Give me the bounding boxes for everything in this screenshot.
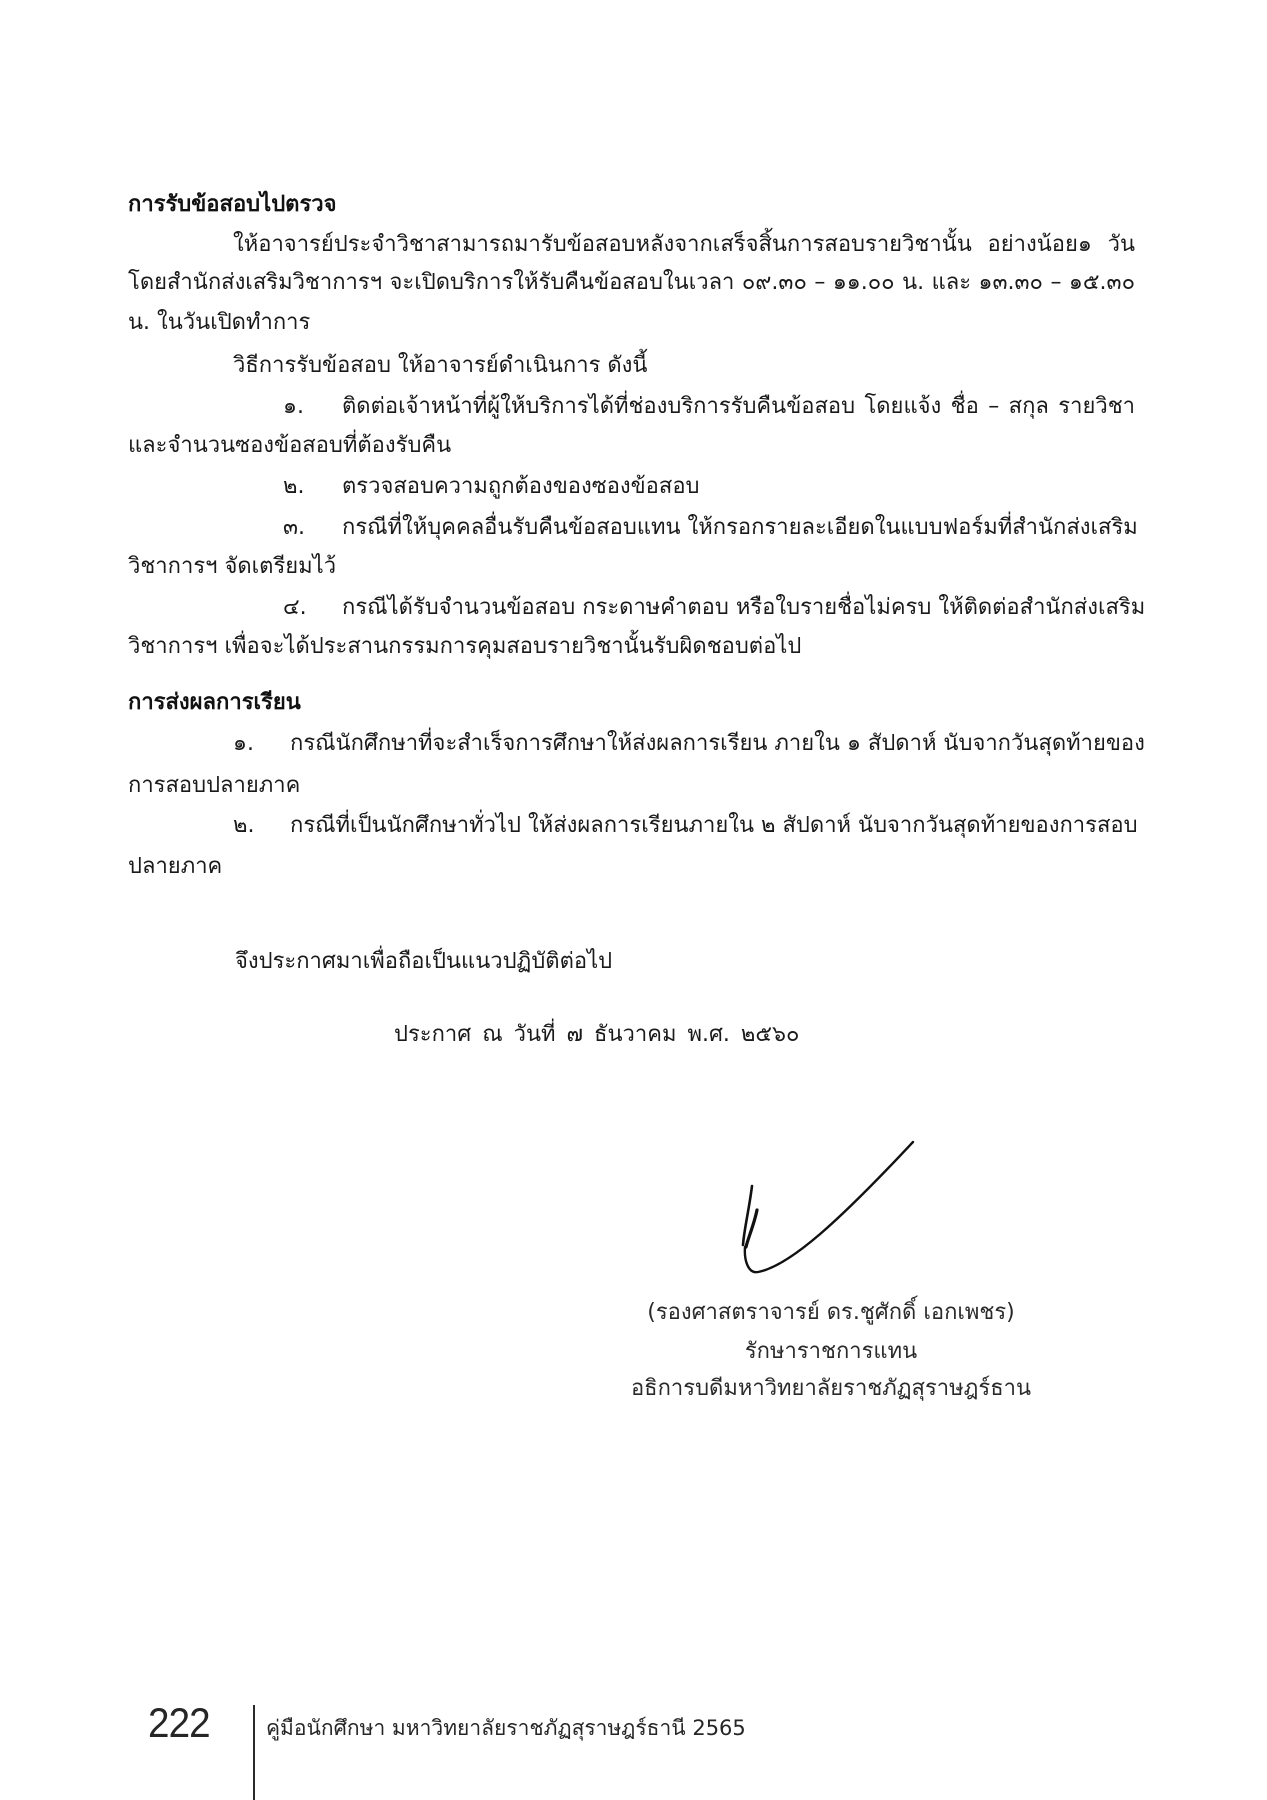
closing-statement: จึงประกาศมาเพื่อถือเป็นแนวปฏิบัติต่อไป: [235, 949, 613, 974]
section-heading-exam-collection: การรับข้อสอบไปตรวจ: [128, 192, 337, 217]
signatory-position: อธิการบดีมหาวิทยาลัยราชภัฏสุราษฎร์ธาน: [630, 1376, 1032, 1401]
footer-title: คู่มือนักศึกษา มหาวิทยาลัยราชภัฏสุราษฎร์ธานี 2565: [266, 1716, 746, 1740]
list-item-number: ๓.: [283, 515, 306, 540]
list-item-text: กรณีที่เป็นนักศึกษาทั่วไป ให้ส่งผลการเรียนภายใน ๒ สัปดาห์ นับจากวันสุดท้ายของการสอบ: [290, 813, 1138, 838]
list-item-text-continued: การสอบปลายภาค: [128, 773, 301, 798]
method-intro: วิธีการรับข้อสอบ ให้อาจารย์ดำเนินการ ดังนี้: [233, 353, 648, 378]
announcement-date: ประกาศ ณ วันที่ ๗ ธันวาคม พ.ศ. ๒๕๖๐: [394, 1022, 800, 1047]
list-item-text-continued: วิชาการฯ จัดเตรียมไว้: [128, 554, 337, 579]
list-item-text-continued: ปลายภาค: [128, 854, 223, 879]
list-item-text: กรณีที่ให้บุคคลอื่นรับคืนข้อสอบแทน ให้กรอกรายละเอียดในแบบฟอร์มที่สำนักส่งเสริม: [342, 515, 1138, 540]
list-item-number: ๒.: [233, 813, 255, 838]
page-number: 222: [148, 1699, 210, 1746]
list-item-text: กรณีได้รับจำนวนข้อสอบ กระดาษคำตอบ หรือใบรายชื่อไม่ครบ ให้ติดต่อสำนักส่งเสริม: [342, 595, 1146, 620]
section-heading-grade-submission: การส่งผลการเรียน: [128, 690, 301, 715]
list-item-text-continued: และจำนวนซองข้อสอบที่ต้องรับคืน: [128, 433, 452, 458]
paragraph-line: โดยสำนักส่งเสริมวิชาการฯ จะเปิดบริการให้รับคืนข้อสอบในเวลา ๐๙.๓๐ – ๑๑.๐๐ น. และ ๑๓.๓๐ – ๑๕.๓๐: [128, 270, 1135, 295]
list-item-number: ๔.: [283, 595, 307, 620]
list-item-number: ๑.: [283, 394, 304, 419]
list-item-text-continued: วิชาการฯ เพื่อจะได้ประสานกรรมการคุมสอบรายวิชานั้นรับผิดชอบต่อไป: [128, 634, 802, 659]
list-item-text: กรณีนักศึกษาที่จะสำเร็จการศึกษาให้ส่งผลการเรียน ภายใน ๑ สัปดาห์ นับจากวันสุดท้ายของ: [290, 731, 1145, 756]
list-item-number: ๒.: [283, 474, 305, 499]
signatory-acting-title: รักษาราชการแทน: [744, 1339, 918, 1364]
paragraph-line: น. ในวันเปิดทำการ: [128, 310, 311, 335]
signature-image: [720, 1130, 940, 1290]
list-item-text: ติดต่อเจ้าหน้าที่ผู้ให้บริการได้ที่ช่องบริการรับคืนข้อสอบ โดยแจ้ง ชื่อ – สกุล รายวิชา: [342, 394, 1135, 419]
paragraph-line: ให้อาจารย์ประจำวิชาสามารถมารับข้อสอบหลังจากเสร็จสิ้นการสอบรายวิชานั้น อย่างน้อย๑ วัน: [233, 232, 1135, 257]
footer-divider: [253, 1705, 255, 1800]
list-item-text: ตรวจสอบความถูกต้องของซองข้อสอบ: [342, 474, 700, 499]
signatory-name: (รองศาสตราจารย์ ดร.ชูศักดิ์ เอกเพชร): [647, 1300, 1015, 1325]
list-item-number: ๑.: [233, 731, 254, 756]
